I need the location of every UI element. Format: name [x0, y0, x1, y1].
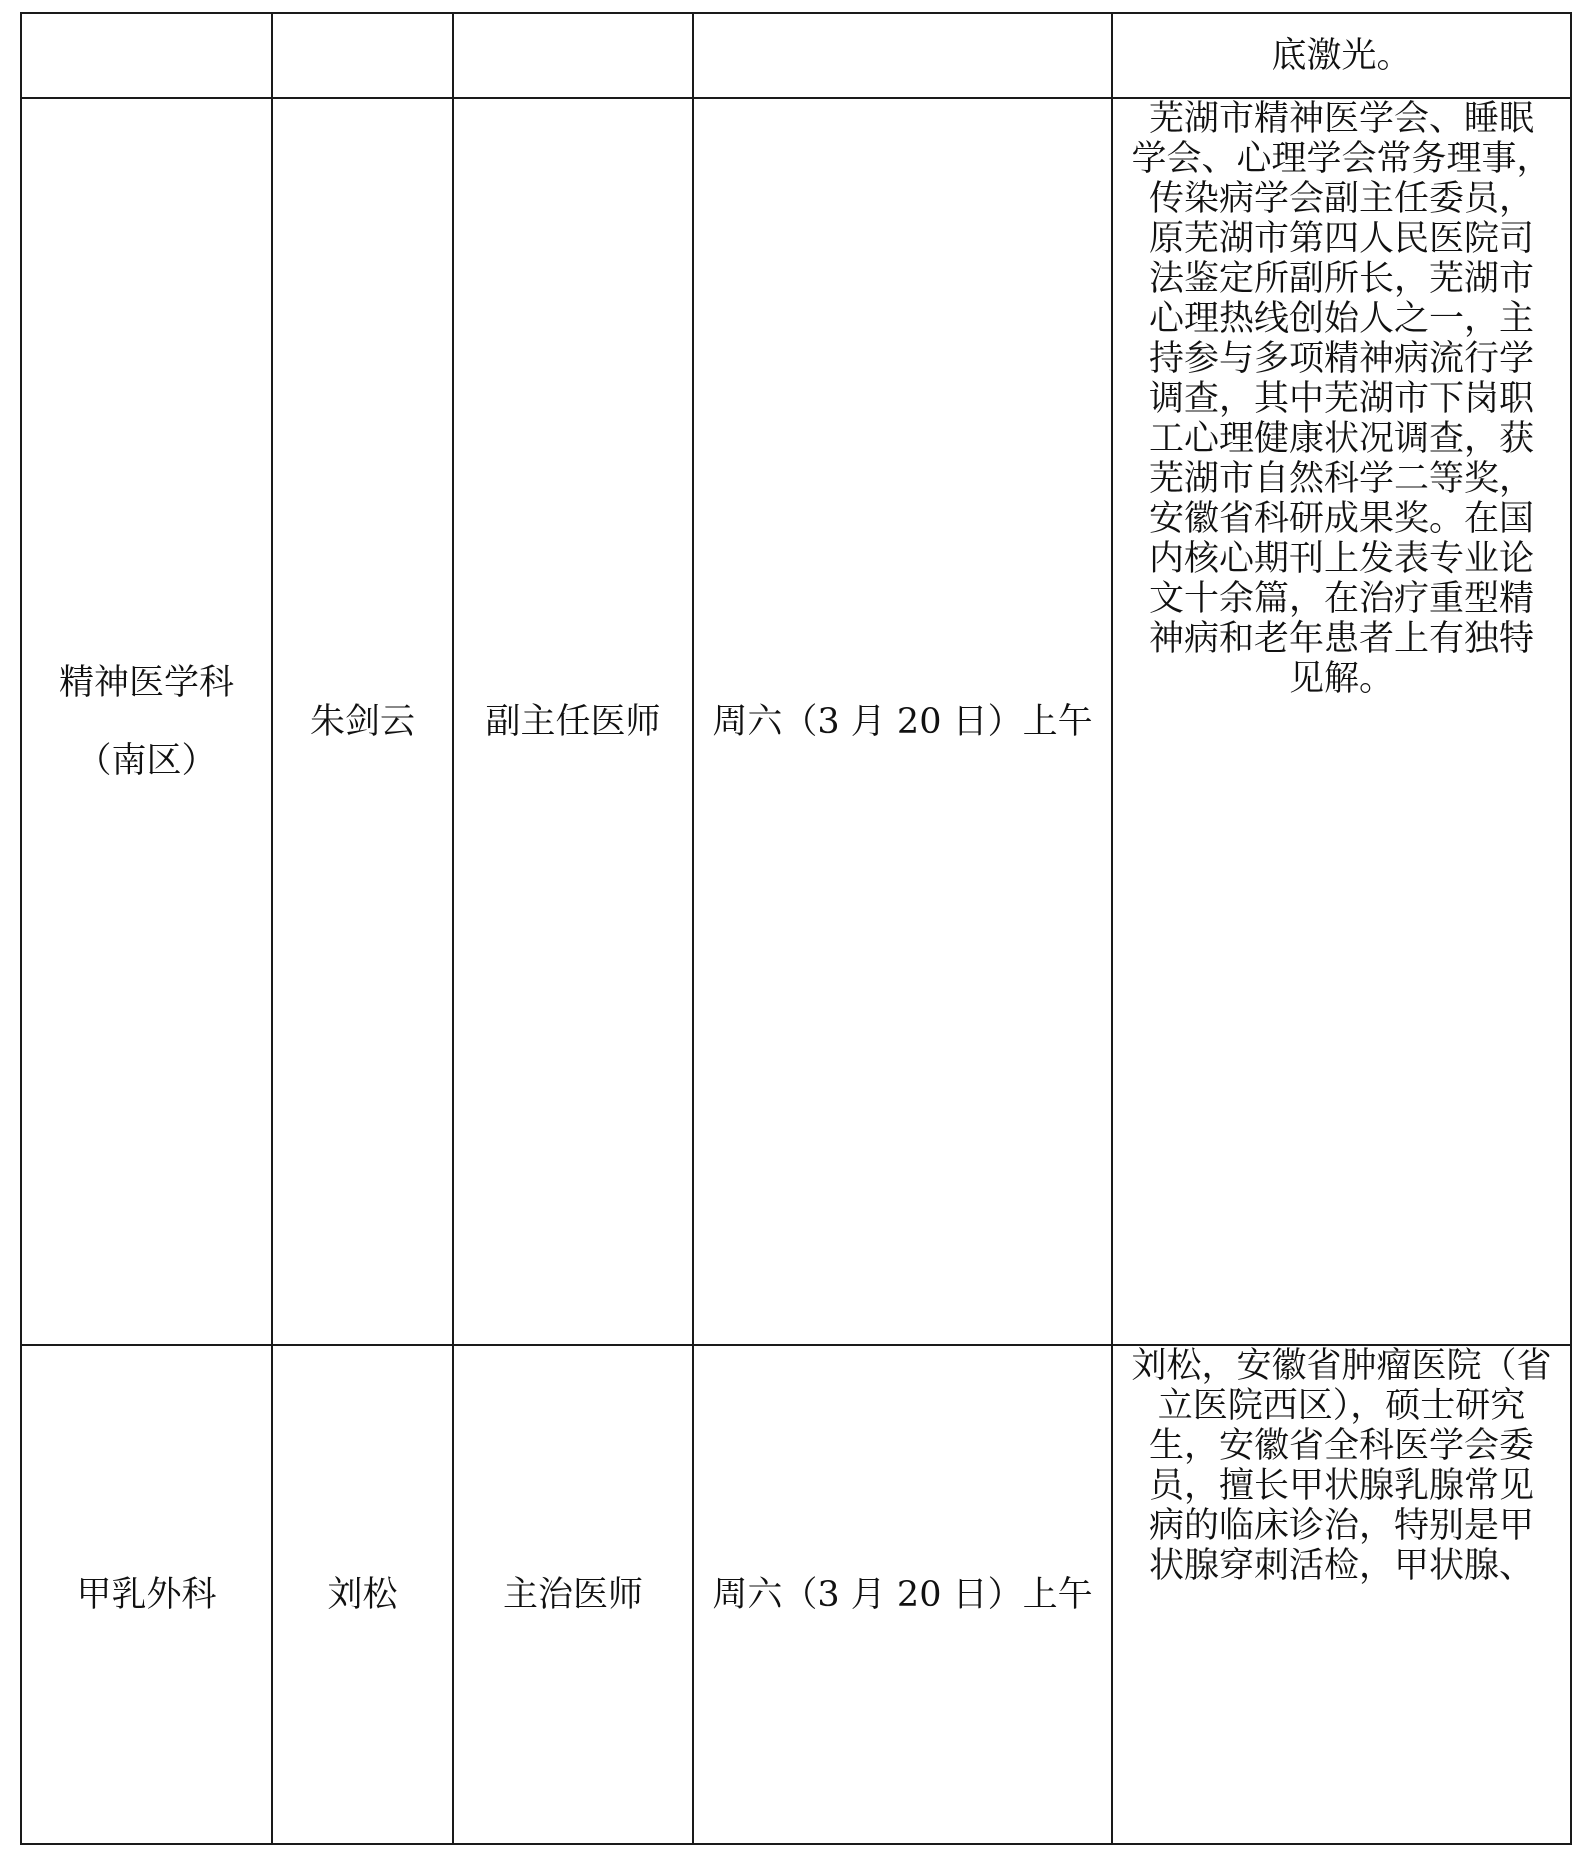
description-line: 安徽省科研成果奖。在国 — [1148, 499, 1534, 539]
doctor-cell — [272, 98, 453, 1345]
description-line: 心理热线创始人之一，主 — [1148, 299, 1534, 339]
description-line: 病的临床诊治，特别是甲 — [1148, 1506, 1534, 1546]
description-line: 传染病学会副主任委员， — [1148, 179, 1534, 219]
description-line: 法鉴定所副所长，芜湖市 — [1148, 259, 1534, 299]
table-row — [21, 98, 1571, 1345]
table-row — [21, 1345, 1571, 1844]
description-line: 工心理健康状况调查，获 — [1148, 419, 1534, 459]
doctor-name: 刘松 — [327, 1574, 398, 1615]
title-cell — [453, 13, 693, 98]
description-line: 芜湖市精神医学会、睡眠 — [1148, 99, 1534, 139]
doctor-schedule-table — [20, 12, 1572, 1845]
time-cell — [693, 1345, 1112, 1844]
department-cell — [21, 13, 272, 98]
time-cell — [693, 98, 1112, 1345]
department-area: （南区） — [76, 740, 217, 781]
schedule-page — [20, 12, 1572, 1845]
description-cell — [1112, 1345, 1571, 1844]
title-cell — [453, 98, 693, 1345]
title-cell — [453, 1345, 693, 1844]
description-line: 生，安徽省全科医学会委 — [1148, 1426, 1534, 1466]
description-line: 神病和老年患者上有独特 — [1148, 619, 1534, 659]
doctor-title: 主治医师 — [502, 1574, 643, 1615]
description-line: 调查，其中芜湖市下岗职 — [1148, 379, 1534, 419]
description-line: 员，擅长甲状腺乳腺常见 — [1148, 1466, 1534, 1506]
description-line: 芜湖市自然科学二等奖， — [1148, 459, 1534, 499]
clinic-time: 周六（3 月 20 日）上午 — [712, 701, 1093, 742]
description-line: 学会、心理学会常务理事， — [1131, 139, 1552, 179]
description-line: 原芜湖市第四人民医院司 — [1148, 219, 1534, 259]
doctor-cell — [272, 1345, 453, 1844]
description-line: 文十余篇，在治疗重型精 — [1148, 579, 1534, 619]
doctor-title: 副主任医师 — [485, 701, 661, 742]
clinic-time: 周六（3 月 20 日）上午 — [712, 1574, 1093, 1615]
department-cell — [21, 98, 272, 1345]
department-name: 甲乳外科 — [76, 1574, 217, 1615]
description-line: 持参与多项精神病流行学 — [1148, 339, 1534, 379]
description-line: 底激光。 — [1271, 35, 1412, 76]
department-cell — [21, 1345, 272, 1844]
description-line: 见解。 — [1288, 659, 1394, 699]
description-line: 立医院西区），硕士研究 — [1157, 1386, 1526, 1426]
doctor-name: 朱剑云 — [309, 701, 415, 742]
description-cell — [1112, 13, 1571, 98]
doctor-cell — [272, 13, 453, 98]
description-cell — [1112, 98, 1571, 1345]
time-cell — [693, 13, 1112, 98]
description-line: 刘松，安徽省肿瘤医院（省 — [1131, 1346, 1552, 1386]
table-row — [21, 13, 1571, 98]
department-name: 精神医学科 — [58, 662, 234, 703]
description-line: 内核心期刊上发表专业论 — [1148, 539, 1534, 579]
description-line: 状腺穿刺活检，甲状腺、 — [1148, 1546, 1534, 1586]
